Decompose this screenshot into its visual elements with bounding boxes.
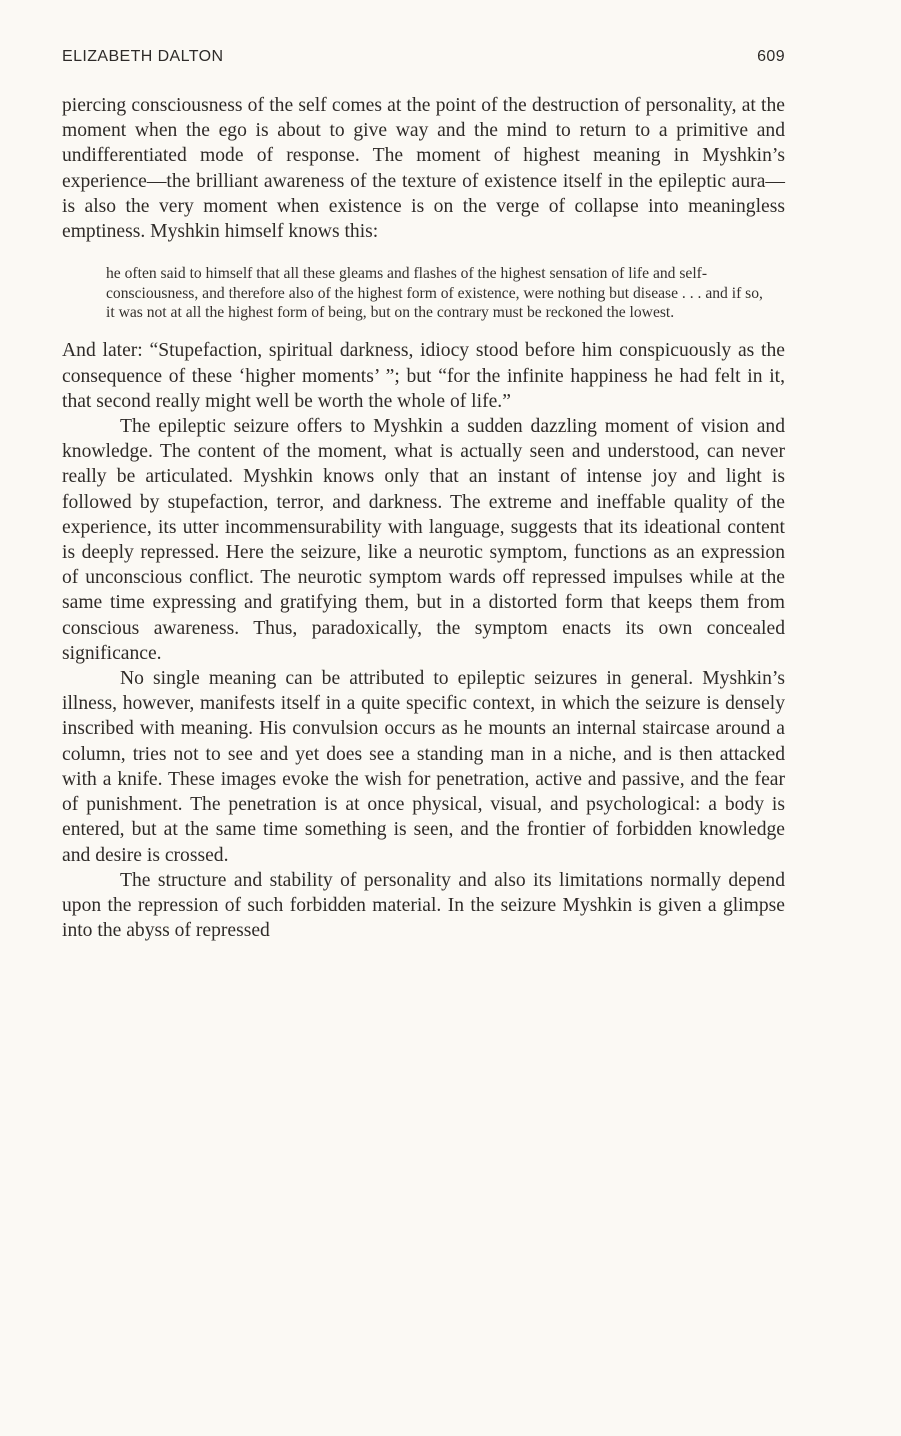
block-quote: he often said to himself that all these gleams and flashes of the highest sensation of life and self-consciousness, and therefore also of the highest form of existence, were nothing but disease . . . and if so, it was not at all the highest form of being, but on the contrary must be reckoned the lowest.	[106, 265, 763, 322]
paragraph-structure-stability: The structure and stability of personality and also its limitations normally depend upon the repression of such forbidden material. In the seizure Myshkin is given a glimpse into the abyss of repressed	[62, 869, 785, 942]
running-head-author: ELIZABETH DALTON	[62, 48, 224, 65]
page-number: 609	[757, 48, 785, 65]
running-head	[62, 44, 785, 70]
paragraph-no-single-meaning: No single meaning can be attributed to epileptic seizures in general. Myshkin’s illness, however, manifests itself in a quite specific context, in which the seizure is densely inscribed with meaning. His convulsion occurs as he mounts an internal staircase around a column, tries not to see and yet does see a standing man in a niche, and is then attacked with a knife. These images evoke the wish for penetration, active and passive, and the fear of punishment. The penetration is at once physical, visual, and psychological: a body is entered, but at the same time something is seen, and the frontier of forbidden knowledge and desire is crossed.	[62, 668, 785, 866]
body-text	[62, 93, 785, 943]
paragraph-continued: piercing consciousness of the self comes at the point of the destruction of personality, at the moment when the ego is about to give way and the mind to return to a primitive and undifferentiated mode of response. The moment of highest meaning in Myshkin’s experience—the brilliant awareness of the texture of existence itself in the epileptic aura—is also the very moment when existence is on the verge of collapse into meaningless emptiness. Myshkin himself knows this:	[62, 95, 785, 243]
paragraph-and-later: And later: “Stupefaction, spiritual darkness, idiocy stood before him conspicuously as the consequence of these ‘higher moments’ ”; but “for the infinite happiness he had felt in it, that second really might well be worth the whole of life.”	[62, 340, 785, 412]
paragraph-epileptic-seizure: The epileptic seizure offers to Myshkin a sudden dazzling moment of vision and knowledge. The content of the moment, what is actually seen and understood, can never really be articulated. Myshkin knows only that an instant of intense joy and light is followed by stupefaction, terror, and darkness. The extreme and ineffable quality of the experience, its utter incommensurability with language, suggests that its ideational content is deeply repressed. Here the seizure, like a neurotic symptom, functions as an expression of unconscious conflict. The neurotic symptom wards off repressed impulses while at the same time expressing and gratifying them, but in a distorted form that keeps them from conscious awareness. Thus, paradoxically, the symptom enacts its own concealed significance.	[62, 416, 785, 664]
